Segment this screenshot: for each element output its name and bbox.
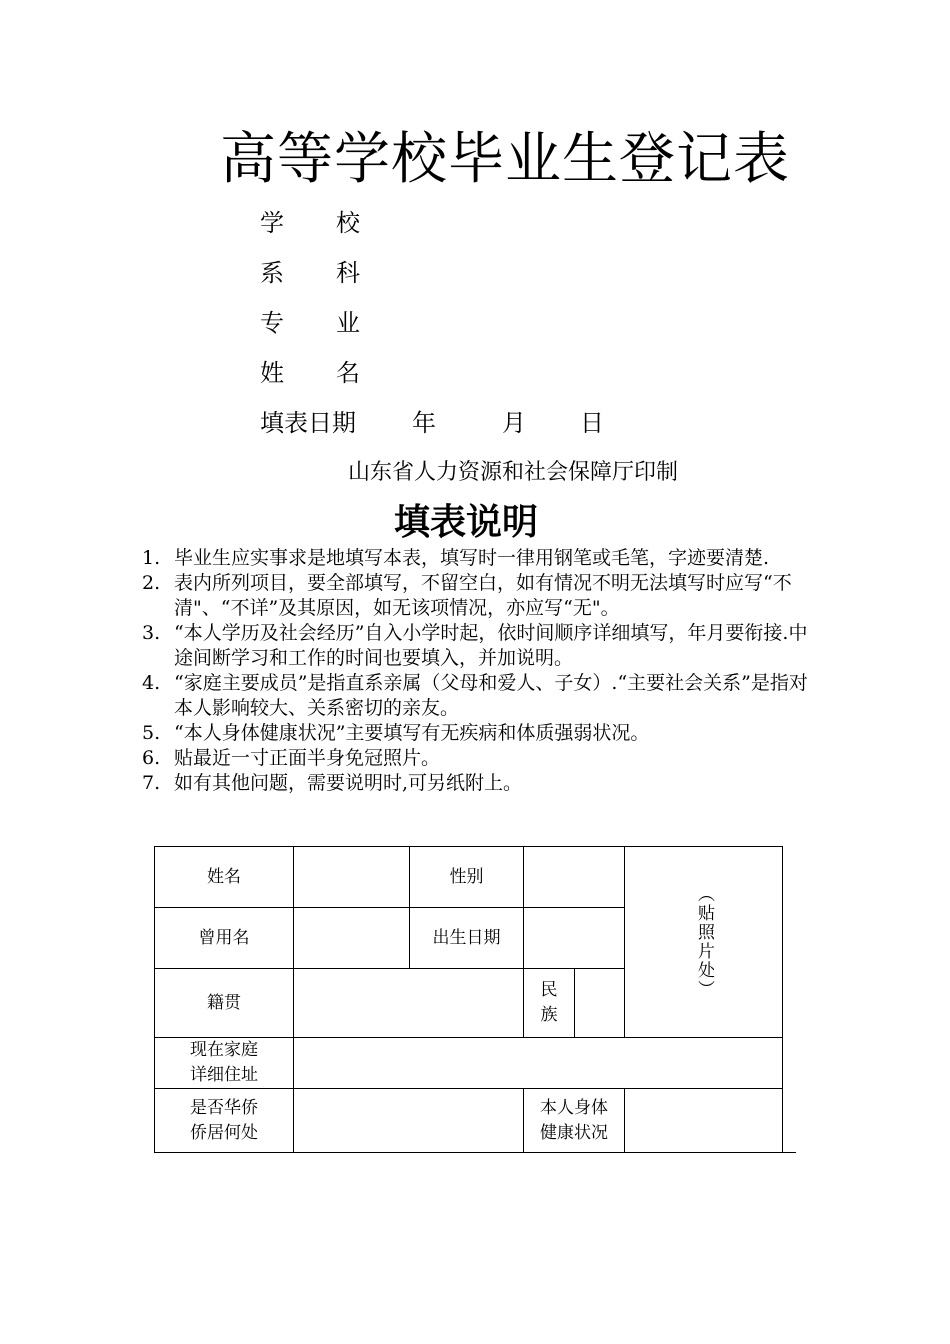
instructions-title: 填表说明	[394, 501, 539, 543]
label-gender: 性别	[410, 847, 524, 908]
label-birth-date: 出生日期	[410, 908, 524, 969]
fill-date-label: 填表日期	[260, 409, 356, 437]
fill-date-day: 日	[580, 409, 604, 437]
label-overseas-chinese	[155, 1089, 294, 1153]
field-department-char-1: 系	[260, 259, 284, 287]
instruction-item	[142, 671, 810, 721]
field-major-char-2: 业	[336, 309, 360, 337]
instruction-number: 6.	[142, 747, 161, 769]
input-former-name[interactable]	[294, 908, 410, 969]
label-health-status	[524, 1089, 625, 1153]
input-birth-date[interactable]	[524, 908, 625, 969]
label-former-name: 曾用名	[155, 908, 294, 969]
instruction-text: “本人身体健康状况”主要填写有无疾病和体质强弱状况。	[174, 722, 650, 744]
field-name-char-2: 名	[336, 359, 360, 387]
publisher-line: 山东省人力资源和社会保障厅印制	[348, 460, 679, 485]
label-health-line-1: 本人身体	[540, 1097, 608, 1118]
document-title: 高等学校毕业生登记表	[220, 127, 790, 192]
instruction-number: 3.	[142, 622, 161, 644]
instruction-text: 表内所列项目，要全部填写，不留空白，如有情况不明无法填写时应写“不清"、“不详”及其原因，如无该项情况，亦应写“无"。	[174, 572, 792, 619]
label-overseas-line-1: 是否华侨	[190, 1097, 258, 1118]
registration-form-table	[154, 846, 783, 1153]
input-overseas-chinese[interactable]	[294, 1089, 524, 1153]
label-ethnicity-line-2: 族	[540, 1005, 558, 1025]
label-ethnicity	[524, 969, 575, 1038]
field-department-char-2: 科	[336, 259, 360, 287]
instruction-text: “本人学历及社会经历”自入小学时起，依时间顺序详细填写，年月要衔接.中途间断学习和工作的时间也要填入，并加说明。	[174, 622, 808, 669]
photo-area[interactable]	[625, 847, 783, 1038]
instruction-number: 2.	[142, 572, 161, 594]
instruction-item	[142, 571, 810, 621]
instruction-text: 贴最近一寸正面半身免冠照片。	[174, 747, 441, 769]
field-name-char-1: 姓	[260, 359, 284, 387]
field-major-char-1: 专	[260, 309, 284, 337]
fill-date-year: 年	[412, 409, 436, 437]
instruction-item	[142, 621, 810, 671]
field-school-char-1: 学	[260, 209, 284, 237]
input-name[interactable]	[294, 847, 410, 908]
label-name: 姓名	[155, 847, 294, 908]
instruction-number: 4.	[142, 672, 161, 694]
instruction-item	[142, 746, 810, 771]
instructions-list	[142, 546, 810, 796]
input-home-address[interactable]	[294, 1038, 783, 1089]
label-home-address	[155, 1038, 294, 1089]
instruction-text: “家庭主要成员”是指直系亲属（父母和爱人、子女）.“主要社会关系”是指对本人影响较大、关系密切的亲友。	[174, 672, 808, 719]
label-overseas-line-2: 侨居何处	[190, 1122, 258, 1143]
field-school-char-2: 校	[336, 209, 360, 237]
instruction-number: 1.	[142, 547, 161, 569]
input-native-place[interactable]	[294, 969, 524, 1038]
label-home-address-line-2: 详细住址	[190, 1065, 258, 1085]
label-health-line-2: 健康状况	[540, 1122, 608, 1143]
label-native-place: 籍贯	[155, 969, 294, 1038]
input-ethnicity[interactable]	[575, 969, 625, 1038]
label-home-address-line-1: 现在家庭	[190, 1040, 258, 1060]
instruction-number: 7.	[142, 772, 161, 794]
input-health-status[interactable]	[625, 1089, 783, 1153]
instruction-text: 如有其他问题，需要说明时,可另纸附上。	[174, 772, 523, 794]
instruction-item	[142, 771, 810, 796]
fill-date-month: 月	[502, 409, 526, 437]
instruction-number: 5.	[142, 722, 161, 744]
photo-label: （贴照片处）	[694, 885, 714, 999]
field-fill-date	[260, 408, 660, 438]
label-ethnicity-line-1: 民	[540, 980, 558, 1000]
table-bottom-rule	[780, 1152, 796, 1153]
instruction-item	[142, 546, 810, 571]
instruction-item	[142, 721, 810, 746]
instruction-text: 毕业生应实事求是地填写本表，填写时一律用钢笔或毛笔，字迹要清楚.	[174, 547, 770, 569]
input-gender[interactable]	[524, 847, 625, 908]
